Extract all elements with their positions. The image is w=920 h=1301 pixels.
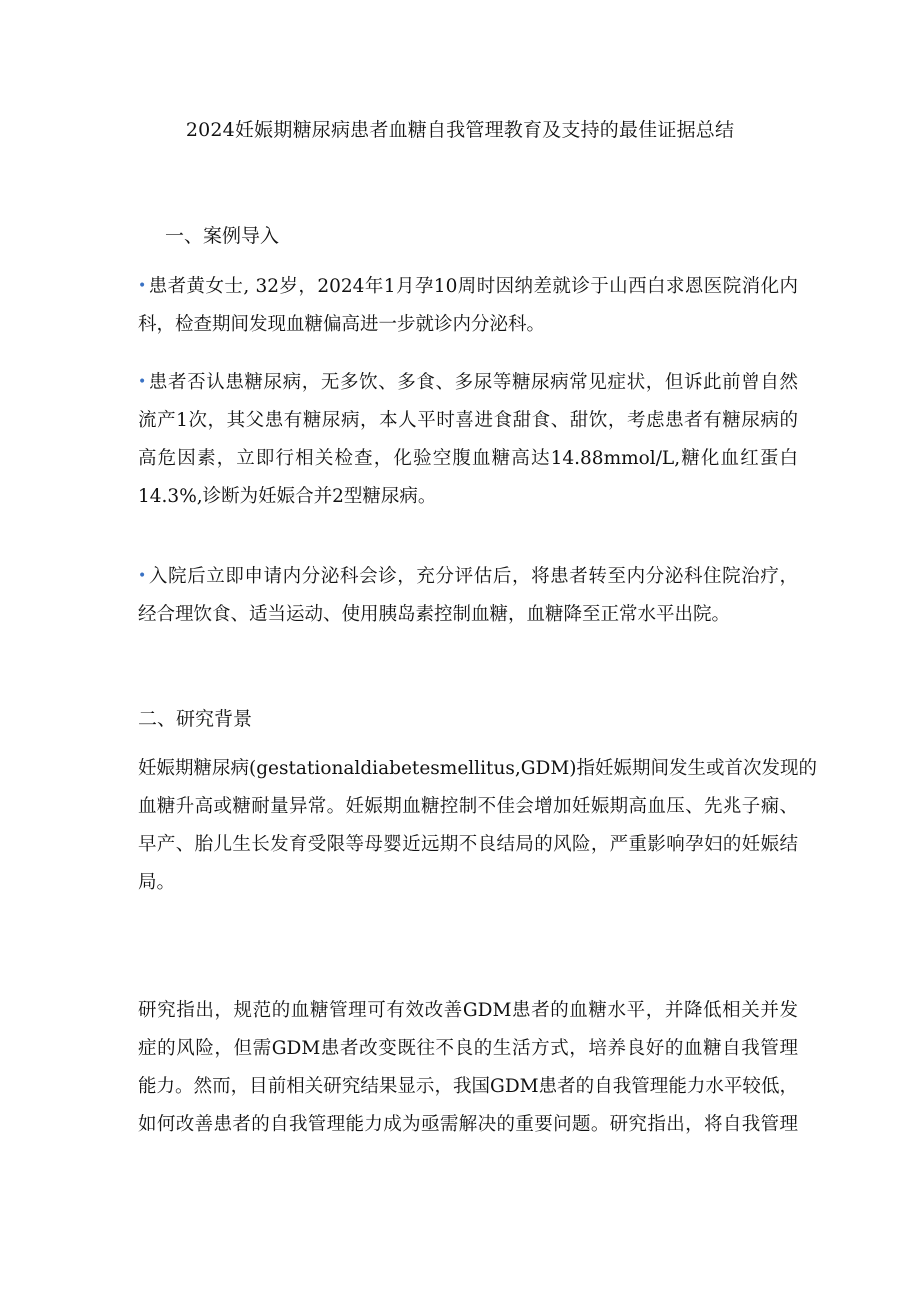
paragraph-line: 入院后立即申请内分泌科会诊，充分评估后，将患者转至内分泌科住院治疗，	[148, 566, 798, 587]
paragraph-line: 患者黄女士, 32岁，2024年1月孕10周时因纳差就诊于山西白求恩医院消化内	[148, 276, 798, 297]
paragraph-line: 妊娠期糖尿病(gestationaldiabetesmellitus,GDM)指妊娠期间发生或首次发现的	[138, 758, 818, 779]
case-bullet-1	[138, 268, 798, 344]
case-bullet-3	[138, 558, 798, 634]
paragraph-line: 能力。然而，目前相关研究结果显示，我国GDM患者的自我管理能力水平较低，	[138, 1076, 798, 1097]
section-heading-case-intro: 一、案例导入	[165, 225, 280, 247]
paragraph-line: 高危因素，立即行相关检查，化验空腹血糖高达14.88mmol/L,糖化血红蛋白	[138, 448, 798, 469]
paragraph-line: 研究指出，规范的血糖管理可有效改善GDM患者的血糖水平，并降低相关并发	[138, 1000, 798, 1021]
bullet-dot-icon: •	[138, 374, 147, 390]
paragraph-line: 科，检查期间发现血糖偏高进一步就诊内分泌科。	[138, 314, 546, 335]
bullet-dot-icon: •	[138, 278, 147, 294]
background-paragraph-2	[138, 992, 798, 1144]
paragraph-line: 经合理饮食、适当运动、使用胰岛素控制血糖，血糖降至正常水平出院。	[138, 604, 731, 625]
paragraph-line: 流产1次，其父患有糖尿病，本人平时喜进食甜食、甜饮，考虑患者有糖尿病的	[138, 410, 798, 431]
paragraph-line: 如何改善患者的自我管理能力成为亟需解决的重要问题。研究指出，将自我管理	[138, 1114, 798, 1135]
paragraph-line: 局。	[138, 872, 176, 893]
paragraph-line: 14.3%,诊断为妊娠合并2型糖尿病。	[138, 486, 437, 507]
case-bullet-2	[138, 364, 798, 516]
paragraph-line: 症的风险，但需GDM患者改变既往不良的生活方式，培养良好的血糖自我管理	[138, 1038, 798, 1059]
document-title: 2024妊娠期糖尿病患者血糖自我管理教育及支持的最佳证据总结	[185, 119, 735, 141]
paragraph-line: 患者否认患糖尿病，无多饮、多食、多尿等糖尿病常见症状，但诉此前曾自然	[148, 372, 798, 393]
paragraph-line: 早产、胎儿生长发育受限等母婴近远期不良结局的风险，严重影响孕妇的妊娠结	[138, 834, 798, 855]
paragraph-line: 血糖升高或糖耐量异常。妊娠期血糖控制不佳会增加妊娠期高血压、先兆子痫、	[138, 796, 798, 817]
section-heading-research-background: 二、研究背景	[138, 708, 253, 730]
bullet-dot-icon: •	[138, 568, 147, 584]
background-paragraph-1	[138, 750, 818, 902]
